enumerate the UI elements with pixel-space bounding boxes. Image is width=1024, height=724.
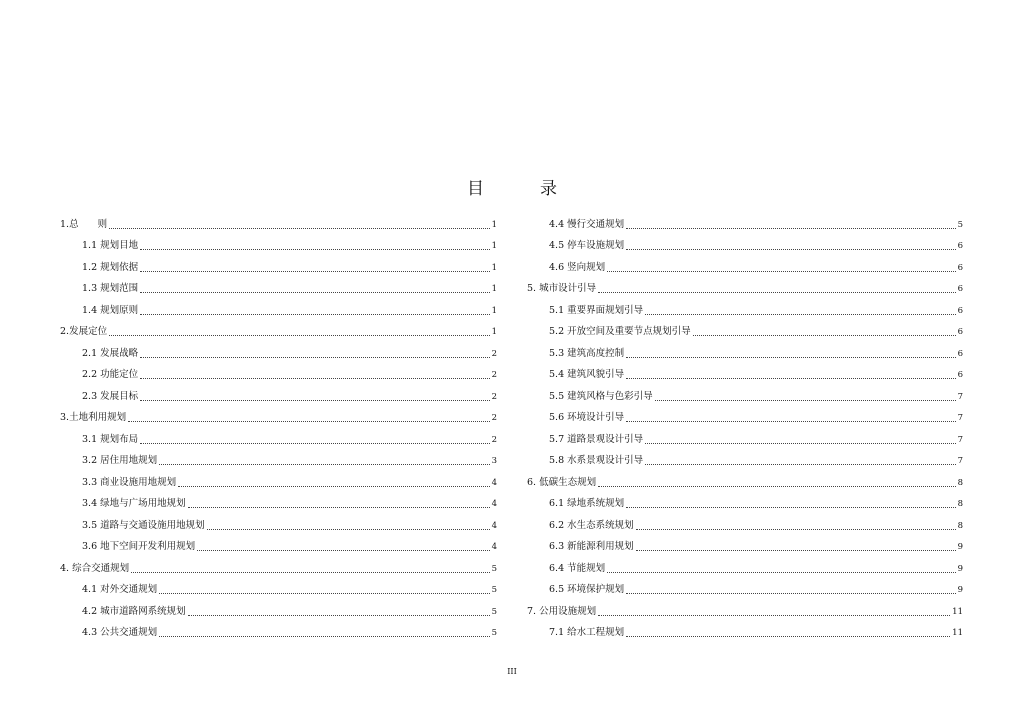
toc-entry[interactable]	[60, 447, 497, 469]
toc-entry[interactable]	[527, 425, 963, 447]
toc-entry-page: 2	[491, 348, 497, 359]
toc-entry-page: 5	[491, 585, 497, 595]
toc-entry-page: 8	[957, 477, 963, 488]
toc-entry-page: 3	[491, 456, 497, 466]
toc-leader-dots	[178, 486, 489, 487]
toc-entry-page: 6	[957, 370, 963, 380]
toc-entry-label: 2.1 发展战略	[82, 347, 139, 359]
toc-leader-dots	[159, 593, 489, 594]
toc-leader-dots	[598, 615, 950, 616]
toc-entry-label: 5.8 水系景观设计引导	[549, 455, 644, 466]
toc-entry-page: 9	[957, 585, 963, 595]
toc-leader-dots	[636, 529, 956, 530]
toc-entry-page: 4	[491, 542, 497, 552]
toc-entry-label: 6.3 新能源利用规划	[549, 541, 634, 552]
toc-leader-dots	[626, 378, 955, 379]
toc-entry-page: 5	[491, 563, 497, 574]
toc-entry-label: 6.1 绿地系统规划	[549, 498, 625, 509]
toc-entry[interactable]	[527, 232, 963, 254]
toc-leader-dots	[140, 292, 489, 293]
toc-entry-page: 1	[491, 284, 497, 294]
toc-entry-label: 2.2 功能定位	[82, 369, 139, 380]
toc-entry-page: 5	[491, 628, 497, 638]
toc-leader-dots	[128, 421, 490, 422]
toc-entry[interactable]	[527, 339, 963, 361]
toc-leader-dots	[655, 400, 956, 401]
toc-entry-label: 3.5 道路与交通设施用地规划	[82, 519, 205, 531]
toc-entry[interactable]	[527, 511, 963, 533]
toc-entry-label: 4.1 对外交通规划	[82, 584, 158, 595]
toc-entry-page: 6	[957, 348, 963, 359]
toc-leader-dots	[197, 550, 489, 551]
toc-entry[interactable]	[527, 490, 963, 512]
toc-entry-page: 7	[957, 413, 963, 423]
toc-entry[interactable]	[527, 318, 963, 340]
toc-entry-label: 2.3 发展目标	[82, 390, 139, 402]
toc-entry[interactable]	[60, 339, 497, 361]
toc-entry-page: 11	[952, 606, 963, 617]
toc-entry-label: 5.2 开放空间及重要节点规划引导	[549, 326, 691, 337]
toc-leader-dots	[598, 486, 955, 487]
toc-leader-dots	[626, 421, 955, 422]
toc-entry[interactable]	[60, 554, 497, 576]
toc-entry-label: 5.5 建筑风格与色彩引导	[549, 390, 653, 402]
toc-entry-label: 3.6 地下空间开发利用规划	[82, 541, 196, 552]
toc-leader-dots	[626, 228, 955, 229]
toc-entry-label: 5.3 建筑高度控制	[549, 347, 625, 359]
toc-entry-label: 1.2 规划依据	[82, 261, 139, 273]
toc-entry[interactable]	[60, 275, 497, 297]
toc-leader-dots	[645, 314, 955, 315]
toc-entry[interactable]	[60, 468, 497, 490]
toc-leader-dots	[207, 529, 490, 530]
toc-entry-label: 4.5 停车设施规划	[549, 240, 625, 251]
toc-entry-page: 6	[957, 284, 963, 294]
toc-leader-dots	[626, 357, 955, 358]
page-title	[0, 176, 1024, 202]
toc-entry-page: 9	[957, 563, 963, 574]
toc-entry[interactable]	[527, 576, 963, 598]
toc-entry-label: 2.发展定位	[60, 326, 108, 337]
toc-leader-dots	[109, 228, 490, 229]
toc-entry-page: 4	[491, 477, 497, 488]
toc-leader-dots	[140, 249, 489, 250]
toc-entry-page: 6	[957, 241, 963, 251]
toc-entry[interactable]	[527, 382, 963, 404]
toc-leader-dots	[140, 378, 489, 379]
toc-entry-label: 3.4 绿地与广场用地规划	[82, 498, 186, 509]
toc-entry-page: 9	[957, 542, 963, 552]
toc-entry-label: 5.4 建筑风貌引导	[549, 369, 625, 380]
toc-leader-dots	[131, 572, 489, 573]
toc-entry-page: 8	[957, 520, 963, 531]
toc-entry-label: 1.4 规划原则	[82, 304, 139, 316]
toc-entry-label: 5. 城市设计引导	[527, 283, 597, 294]
toc-leader-dots	[159, 464, 489, 465]
toc-leader-dots	[693, 335, 956, 336]
toc-entry[interactable]	[60, 318, 497, 340]
toc-leader-dots	[140, 271, 489, 272]
toc-entry[interactable]	[527, 404, 963, 426]
toc-entry-page: 2	[491, 434, 497, 445]
toc-leader-dots	[626, 507, 955, 508]
toc-leader-dots	[188, 615, 490, 616]
toc-leader-dots	[645, 443, 955, 444]
toc-entry-label: 4.4 慢行交通规划	[549, 218, 625, 230]
toc-entry-page: 1	[491, 241, 497, 251]
toc-entry-page: 2	[491, 413, 497, 423]
toc-entry-page: 2	[491, 370, 497, 380]
toc-entry-page: 1	[491, 262, 497, 273]
toc-leader-dots	[140, 357, 489, 358]
toc-entry-page: 6	[957, 305, 963, 316]
toc-leader-dots	[626, 636, 950, 637]
toc-leader-dots	[607, 271, 955, 272]
toc-entry[interactable]	[527, 253, 963, 275]
title-char-1: 目	[467, 179, 484, 199]
toc-entry[interactable]	[527, 619, 963, 641]
toc-entry-page: 7	[957, 391, 963, 402]
toc-entry[interactable]	[60, 490, 497, 512]
toc-entry[interactable]	[527, 533, 963, 555]
toc-leader-dots	[636, 550, 956, 551]
toc-leader-dots	[645, 464, 955, 465]
toc-leader-dots	[607, 572, 955, 573]
toc-entry-label: 7. 公用设施规划	[527, 605, 597, 617]
toc-entry-page: 11	[952, 628, 963, 638]
toc-entry-page: 6	[957, 327, 963, 337]
toc-entry-label: 1.总 则	[60, 218, 108, 230]
page-number: III	[507, 667, 517, 676]
toc-left-column	[60, 210, 497, 640]
toc-entry-label: 6.4 节能规划	[549, 562, 606, 574]
toc-leader-dots	[140, 443, 489, 444]
toc-entry-label: 6.2 水生态系统规划	[549, 519, 634, 531]
toc-leader-dots	[140, 314, 489, 315]
toc-entry[interactable]	[527, 275, 963, 297]
toc-entry-page: 4	[491, 499, 497, 509]
toc-entry[interactable]	[60, 533, 497, 555]
toc-entry-page: 5	[957, 219, 963, 230]
toc-entry-page: 5	[491, 606, 497, 617]
toc-entry-label: 5.1 重要界面规划引导	[549, 304, 644, 316]
title-char-2: 录	[540, 179, 557, 199]
toc-entry[interactable]	[527, 361, 963, 383]
toc-entry[interactable]	[60, 210, 497, 232]
toc-entry-page: 6	[957, 262, 963, 273]
toc-entry[interactable]	[60, 361, 497, 383]
toc-entry-label: 4.2 城市道路网系统规划	[82, 605, 186, 617]
toc-entry-label: 3.1 规划布局	[82, 433, 139, 445]
toc-entry[interactable]	[60, 511, 497, 533]
toc-entry[interactable]	[60, 296, 497, 318]
toc-entry[interactable]	[60, 404, 497, 426]
toc-entry-page: 4	[491, 520, 497, 531]
toc-right-column	[527, 210, 963, 640]
toc-entry[interactable]	[527, 468, 963, 490]
toc-leader-dots	[159, 636, 489, 637]
toc-entry-label: 4.6 竖向规划	[549, 261, 606, 273]
toc-entry[interactable]	[527, 296, 963, 318]
toc-entry[interactable]	[60, 576, 497, 598]
toc-entry[interactable]	[527, 210, 963, 232]
toc-entry-label: 6.5 环境保护规划	[549, 584, 625, 595]
toc-entry-page: 1	[491, 305, 497, 316]
toc-entry-page: 7	[957, 456, 963, 466]
toc-entry-label: 1.3 规划范围	[82, 283, 139, 294]
toc-entry-page: 8	[957, 499, 963, 509]
toc-entry-label: 7.1 给水工程规划	[549, 627, 625, 638]
toc-entry-page: 1	[491, 219, 497, 230]
toc-entry-label: 3.3 商业设施用地规划	[82, 476, 177, 488]
toc-leader-dots	[626, 249, 955, 250]
toc-entry-label: 5.6 环境设计引导	[549, 412, 625, 423]
toc-entry-label: 3.土地利用规划	[60, 412, 127, 423]
toc-leader-dots	[109, 335, 490, 336]
toc-entry[interactable]	[60, 382, 497, 404]
toc-entry[interactable]	[527, 597, 963, 619]
toc-entry[interactable]	[60, 232, 497, 254]
toc-entry[interactable]	[527, 447, 963, 469]
toc-entry[interactable]	[60, 253, 497, 275]
toc-entry[interactable]	[527, 554, 963, 576]
toc-entry-label: 4. 综合交通规划	[60, 562, 130, 574]
toc-entry-page: 2	[491, 391, 497, 402]
toc-leader-dots	[598, 292, 955, 293]
toc-entry-label: 4.3 公共交通规划	[82, 627, 158, 638]
toc-leader-dots	[188, 507, 490, 508]
toc-entry-label: 3.2 居住用地规划	[82, 455, 158, 466]
toc-entry-label: 6. 低碳生态规划	[527, 476, 597, 488]
toc-leader-dots	[626, 593, 955, 594]
toc-entry-label: 1.1 规划目地	[82, 240, 139, 251]
toc-entry[interactable]	[60, 619, 497, 641]
toc-entry-label: 5.7 道路景观设计引导	[549, 433, 644, 445]
toc-entry[interactable]	[60, 425, 497, 447]
toc-leader-dots	[140, 400, 489, 401]
toc-entry-page: 1	[491, 327, 497, 337]
toc-entry-page: 7	[957, 434, 963, 445]
toc-entry[interactable]	[60, 597, 497, 619]
